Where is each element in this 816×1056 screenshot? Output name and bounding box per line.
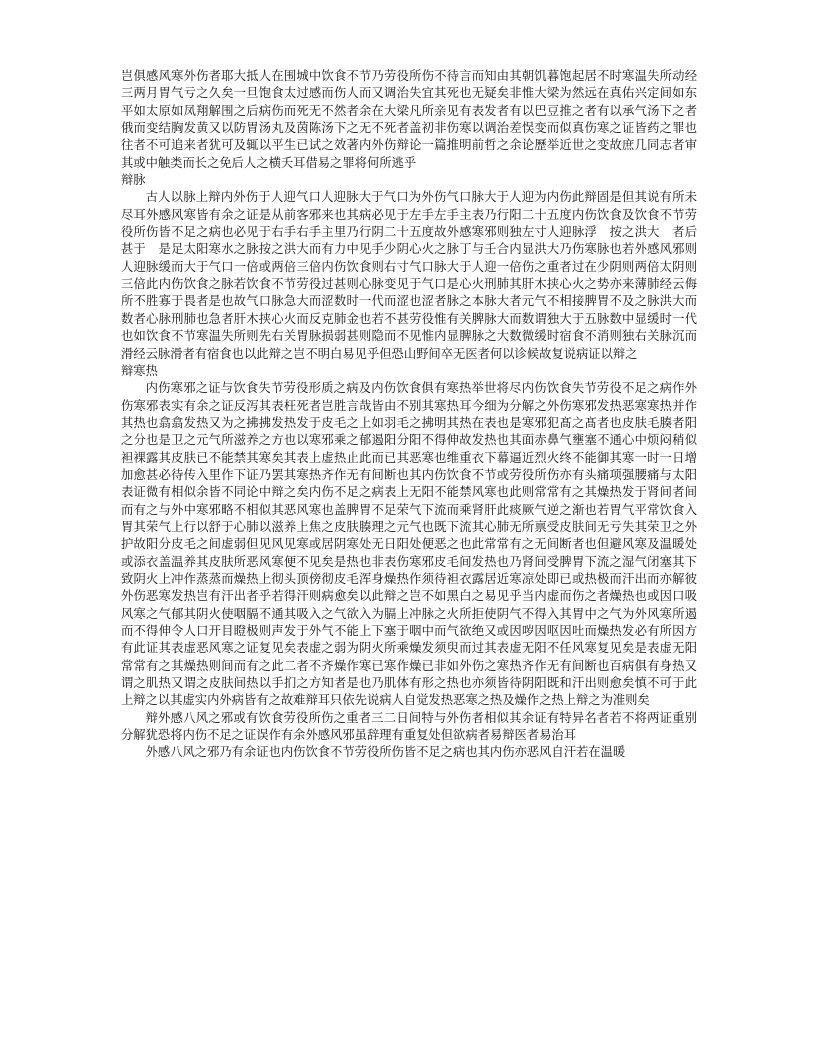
section-title-pulse: 辩脉	[121, 173, 146, 188]
external-wind-paragraph: 辩外感八风之邪或有饮食劳役所伤之重者三二日间特与外伤者相似其余证有特异名者若不将两证重别分解犹恐将内伤不足之证误作有余外感风邪虽辞理有重复处但欲病者易辩医者易治耳	[121, 710, 697, 743]
section-title-cold-heat: 辩寒热	[121, 363, 158, 378]
intro-paragraph: 岂俱感风寒外伤者耶大抵人在围城中饮食不节乃劳役所伤不待言而知由其朝饥暮饱起居不时寒温失所动经三两月胃气亏之久矣一旦饱食太过感而伤人而又调治失宜其死也无疑矣非惟大梁为然远在真佑兴定间如东平如太原如凤翔解围之后病伤而死无不然者余在大梁凡所亲见有表发者有以巴豆推之者有以承气汤下之者俄而变结胸发黄又以防胃汤丸及茵陈汤下之无不死者盖初非伤寒以调治差悮变而似真伤寒之证皆药之罪也往者不可追来者犹可及辄以平生已试之效著内外伤辩论一篇推明前哲之余论歷举近世之变故庶几同志者审其或中触类而长之免后人之横夭耳借易之罪将何所逃乎	[121, 69, 697, 170]
pulse-paragraph: 古人以脉上辩内外伤于人迎气口人迎脉大于气口为外伤气口脉大于人迎为内伤此辩固是但其说有所未尽耳外感风寒皆有余之证是从前客邪来也其病必见于左手左手主表乃行阳二十五度内伤饮食及饮食不节劳役所伤皆不足之病也必见于右手右手主里乃行阴二十五度故外感寒邪则独左寸人迎脉浮 按之洪大 者后甚于 是足太阳寒水之脉按之洪大而有力中见手少阴心火之脉丁与壬合内显洪大乃伤寒脉也若外感风邪则人迎脉缓而大于气口一倍或两倍三倍内伤饮食则右寸气口脉大于人迎一倍伤之重者过在少阴则两倍太阴则三倍此内伤饮食之脉若饮食不节劳役过甚则心脉变见于气口是心火刑肺其肝木挟心火之势亦来薄肺经云侮所不胜寡于畏者是也故气口脉急大而涩数时一代而涩也涩者脉之本脉大者元气不相接脾胃不及之脉洪大而数者心脉刑肺也急者肝木挟心火而反克肺金也若不甚劳役惟有关脾脉大而数谓独大于五脉数中显缓时一代也如饮食不节寒温失所则先右关胃脉损弱甚则隐而不见惟内显脾脉之大数微缓时宿食不消则独右关脉沉而滑经云脉滑者有宿食也以此辩之岂不明白易见乎但恐山野间卒无医者何以诊候故复说病证以辩之	[121, 190, 697, 361]
eight-winds-paragraph: 外感八风之邪乃有余证也内伤饮食不节劳役所伤皆不足之病也其内伤亦恶风自汗若在温暖	[145, 745, 626, 760]
cold-heat-paragraph: 内伤寒邪之证与饮食失节劳役形质之病及内伤饮食俱有寒热举世将尽内伤饮食失节劳役不足之病作外伤寒邪表实有余之证反泻其表枉死者岂胜言哉皆由不别其寒热耳今细为分解之外伤寒邪发热恶寒寒热并作其热也翕翕发热又为之拂拂发热发于皮毛之上如羽毛之拂明其热在表也是寒邪犯髙之髙者也皮肤毛腠者阳之分也是卫之元气所滋养之方也以寒邪乘之郁遏阳分阳不得伸故发热也其面赤鼻气壅塞不通心中烦闷稍似袒裸露其皮肤已不能禁其寒矣其表上虚热止此而已其恶寒也维重衣下幕逼近烈火终不能御其寒一时一日增加愈甚必待传入里作下证乃罢其寒热齐作无有间断也其内伤饮食不节或劳役所伤亦有头痛项强腰痛与太阳表证微有相似余皆不同论中辩之矣内伤不足之病表上无阳不能禁风寒也此则常常有之其燥热发于肾间者间而有之与外中寒邪略不相似其恶风寒也盖脾胃不足荣气下流而乘肾肝此痰厥气逆之渐也若胃气平常饮食入胃其荣气上行以舒于心肺以滋养上焦之皮肤腠理之元气也既下流其心肺无所禀受皮肤间无亏失其荣卫之外护故阳分皮毛之间虚弱但见风见寒或居阴寒处无日阳处便恶之也此常常有之无间断者也但避风寒及温暖处或添衣盖温养其皮肤所恶风寒便不见矣是热也非表伤寒邪皮毛间发热也乃肾间受脾胃下流之湿气闭塞其下致阴火上冲作蒸蒸而燥热上彻头顶傍彻皮毛浑身燥热作须待袒衣露居近寒凉处即已或热极而汗出而亦解彼外伤恶寒发热岂有汗出者乎若得汗则病愈矣以此辩之岂不如黑白之易见乎当内虚而伤之者燥热也或因口吸风寒之气郁其阴火使咽膈不通其吸入之气欲入为膈上冲脉之火所拒使阴气不得入其胃中之气为外风寒所遏而不得伸令人口开目瞪极则声发于外气不能上下塞于咽中而气欲绝又或因哕因呕因吐而燥热发必有所因方有此证其表虚恶风寒之证复见矣表虚之弱为阴火所乘燥发须臾而过其表虚无阳不任风寒复见矣是表虚无阳常常有之其燥热则间而有之此二者不齐燥作寒已寒作燥已非如外伤之寒热齐作无有间断也百病俱有身热又谓之肌热又谓之皮肤间热以手扪之方知者是也乃肌体有形之热也亦须皆待阴阳既和汗出则愈矣慎不可于此上辩之以其虚实内外病皆有之故难辩耳只依先说病人自觉发热恶寒之热及燥作之热上辩之为准则矣	[121, 381, 697, 708]
document-page	[121, 68, 697, 762]
